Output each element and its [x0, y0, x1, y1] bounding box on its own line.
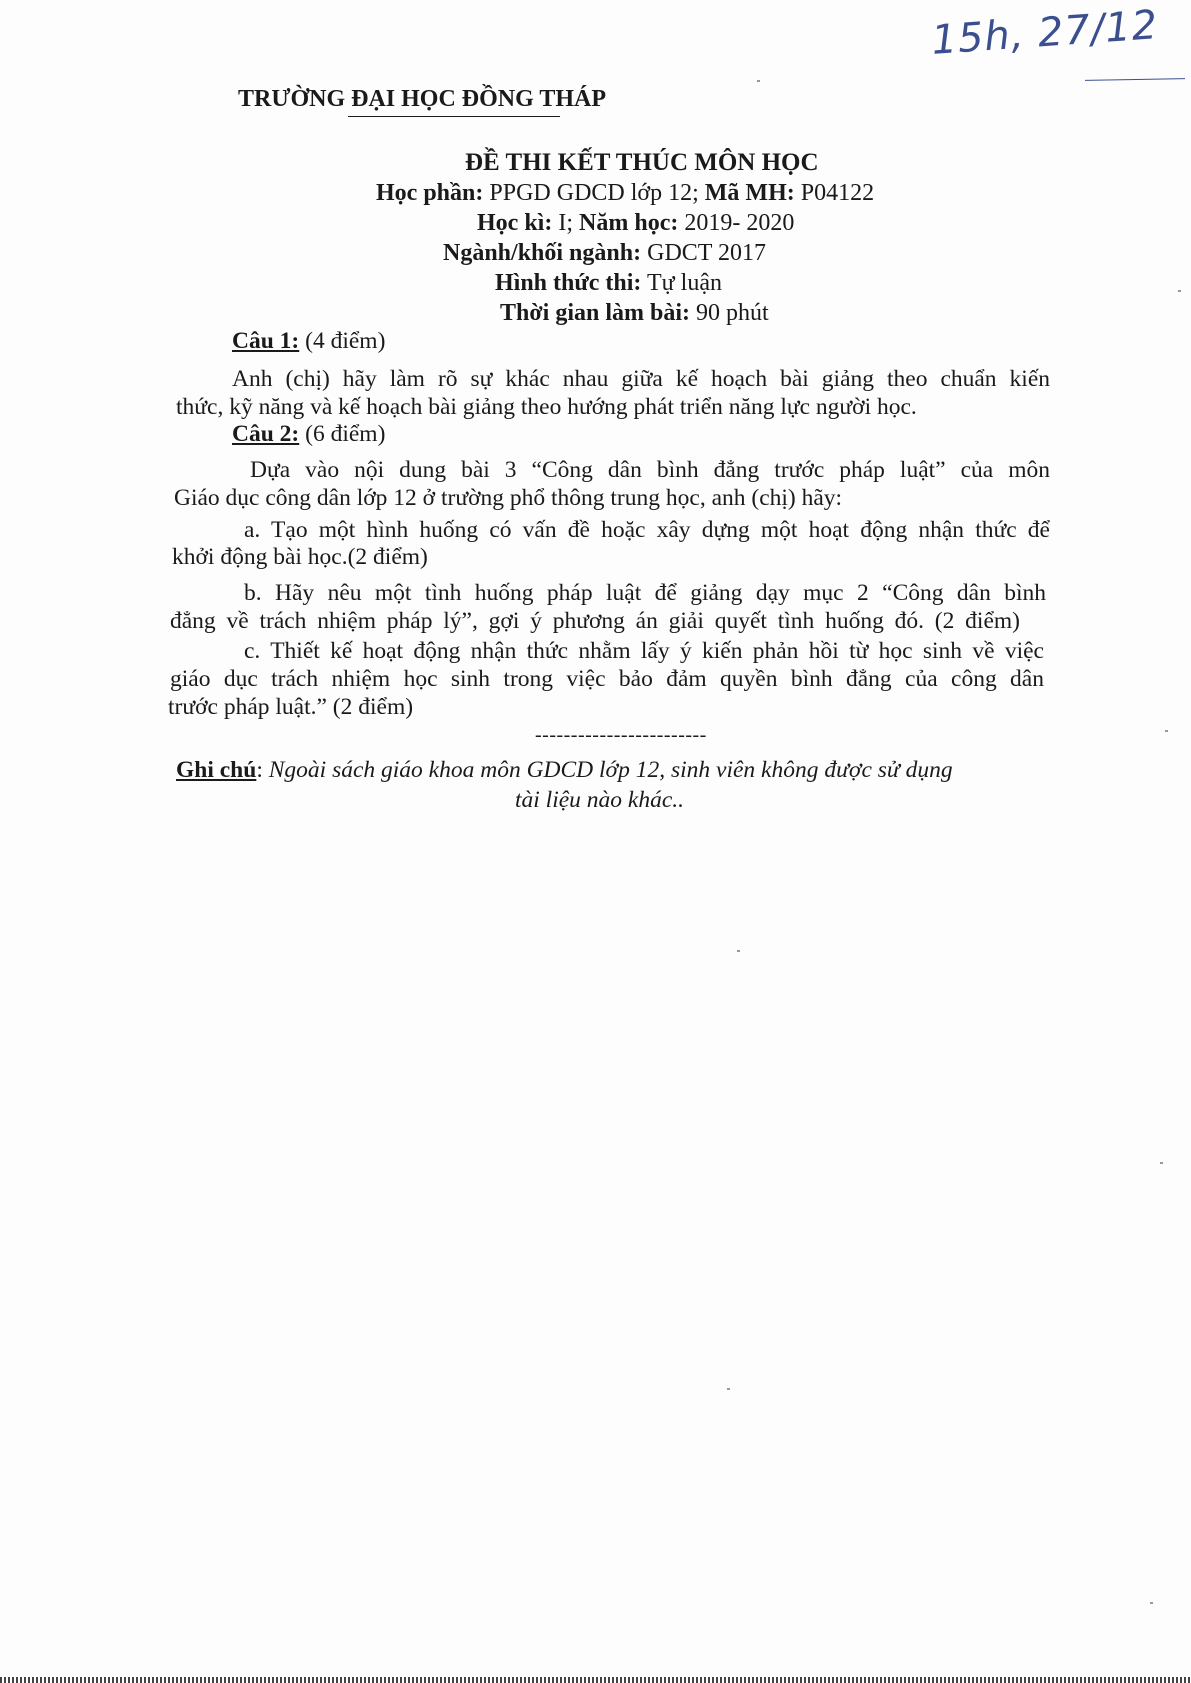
question-2-label: Câu 2:: [232, 421, 300, 447]
time-value: 90 phút: [696, 300, 769, 326]
question-2a-line-1: a. Tạo một hình huống có vấn đề hoặc xây dựng một hoạt động nhận thức để: [244, 517, 1050, 543]
code-label: Mã MH: [704, 180, 787, 206]
question-2c-line-1: c. Thiết kế hoạt động nhận thức nhằm lấy ý kiến phản hồi từ học sinh về việc: [244, 638, 1044, 664]
year-value: 2019- 2020: [684, 210, 795, 236]
major-value: GDCT 2017: [647, 240, 767, 266]
scan-speck: [1160, 1162, 1163, 1164]
scan-speck: [757, 80, 760, 82]
question-2c-line-2: giáo dục trách nhiệm học sinh trong việc bảo đảm quyền bình đẳng của công dân: [170, 666, 1044, 692]
section-separator: ------------------------: [535, 724, 707, 746]
note-line-2: tài liệu nào khác..: [515, 787, 685, 813]
scan-speck: [727, 1388, 730, 1390]
exam-title: ĐỀ THI KẾT THÚC MÔN HỌC: [465, 149, 819, 176]
scan-speck: [737, 950, 740, 952]
handwritten-date-note: 15h, 27/12: [930, 2, 1160, 64]
term-value: I;: [558, 210, 574, 236]
format-line: [495, 268, 722, 298]
scan-speck: [1165, 730, 1168, 732]
format-value: Tự luận: [647, 270, 723, 296]
question-2a-line-2: khởi động bài học.(2 điểm): [172, 544, 428, 570]
time-line: Thời gian làm bài: 90 phút: [500, 300, 769, 326]
scan-edge-strip: [0, 1677, 1191, 1683]
question-2b-line-2: đẳng về trách nhiệm pháp lý”, gợi ý phương án giải quyết tình huống đó. (2 điểm): [170, 608, 1020, 634]
scan-speck: [1178, 290, 1181, 292]
note-label: Ghi chú: [176, 757, 257, 783]
note-line-1: Ghi chú: Ngoài sách giáo khoa môn GDCD lớp 12, sinh viên không được sử dụng: [176, 757, 953, 783]
question-2-points: (6 điểm): [305, 421, 386, 447]
question-2c-line-3: trước pháp luật.” (2 điểm): [168, 694, 414, 720]
course-label: Học phần: [376, 180, 476, 206]
question-1-line-2: thức, kỹ năng và kế hoạch bài giảng theo hướng phát triển năng lực người học.: [176, 394, 917, 420]
year-label: Năm học: [579, 210, 671, 236]
school-underline: [348, 116, 560, 117]
question-2b-line-1: b. Hãy nêu một tình huống pháp luật để giảng dạy mục 2 “Công dân bình: [244, 580, 1046, 606]
scan-speck: [1150, 1602, 1153, 1604]
school-name: TRƯỜNG ĐẠI HỌC ĐỒNG THÁP: [238, 86, 607, 112]
question-2-heading: [232, 419, 385, 449]
code-value: P04122: [800, 180, 875, 206]
handwritten-underline: [1085, 78, 1185, 81]
course-line: Học phần: PPGD GDCD lớp 12; Mã MH: P04122: [376, 180, 875, 206]
note-text-1: Ngoài sách giáo khoa môn GDCD lớp 12, sinh viên không được sử dụng: [268, 757, 953, 783]
time-label: Thời gian làm bài: [500, 300, 683, 326]
term-label: Học kì: [477, 210, 545, 236]
major-label: Ngành/khối ngành: [443, 240, 634, 266]
term-line: Học kì: I; Năm học: 2019- 2020: [477, 210, 795, 236]
question-2-line-2: Giáo dục công dân lớp 12 ở trường phổ thông trung học, anh (chị) hãy:: [174, 485, 843, 511]
question-2-line-1: Dựa vào nội dung bài 3 “Công dân bình đẳng trước pháp luật” của môn: [250, 457, 1050, 483]
major-line: Ngành/khối ngành: GDCT 2017: [443, 240, 767, 266]
question-1-label: Câu 1:: [232, 328, 300, 354]
course-value: PPGD GDCD lớp 12;: [489, 180, 699, 206]
question-1-heading: [232, 326, 385, 356]
question-1-points: (4 điểm): [305, 328, 386, 354]
format-label: Hình thức thi:: [495, 270, 642, 296]
question-1-line-1: Anh (chị) hãy làm rõ sự khác nhau giữa kế hoạch bài giảng theo chuẩn kiến: [232, 366, 1050, 392]
